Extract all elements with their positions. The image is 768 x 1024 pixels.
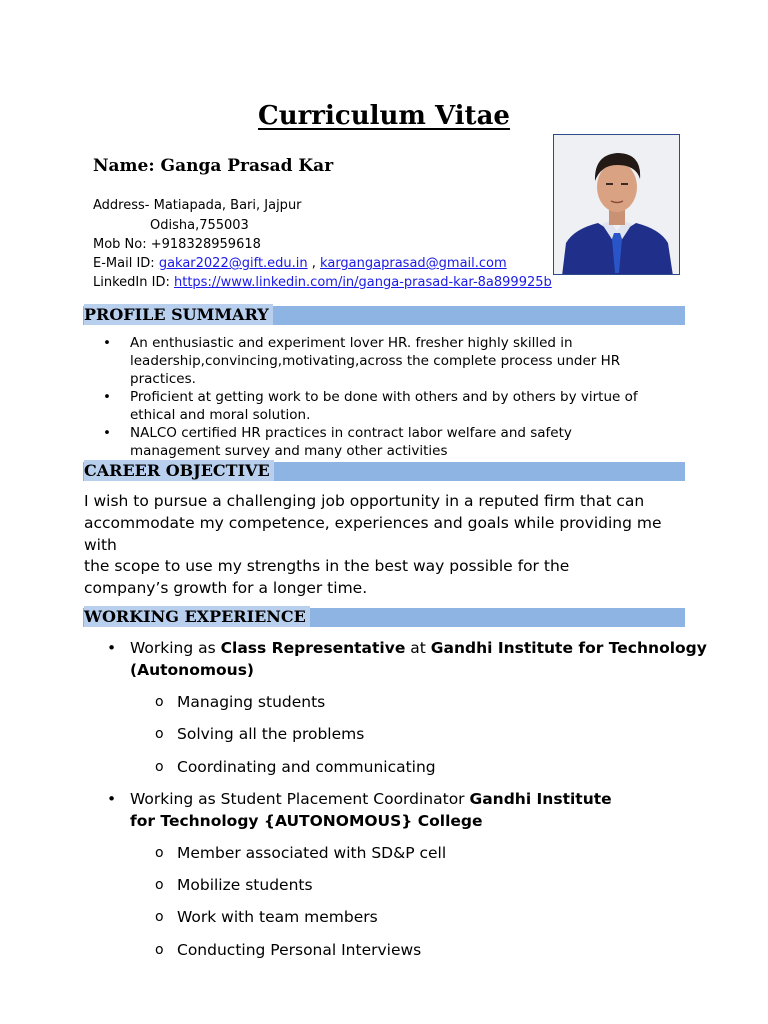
job-task-text: Solving all the problems (177, 725, 365, 743)
job-task-text: Conducting Personal Interviews (177, 941, 422, 959)
objective-line: company’s growth for a longer time. (84, 579, 368, 598)
linkedin-label: LinkedIn ID: (93, 275, 170, 290)
section-title-career-objective: CAREER OBJECTIVE (84, 460, 274, 481)
section-bar-profile-summary (83, 306, 685, 325)
job-entry-2 (107, 788, 612, 832)
job-prefix: Working as (130, 639, 221, 657)
job-task-text: Mobilize students (177, 876, 313, 894)
job-task-text: Work with team members (177, 908, 378, 926)
email-link-2[interactable]: kargangaprasad@gmail.com (320, 256, 507, 271)
email-line (93, 254, 507, 273)
job-entry-1 (107, 637, 707, 681)
job-organization: Gandhi Institute for Technology (430, 639, 707, 657)
address-value: Matiapada, Bari, Jajpur (153, 198, 302, 213)
sub-bullet-icon: o (155, 845, 164, 861)
section-title-profile-summary: PROFILE SUMMARY (84, 304, 273, 325)
profile-summary-item: • NALCO certified HR practices in contract labor welfare and safety management survey and many other activities (83, 424, 650, 460)
objective-line: I wish to pursue a challenging job opportunity in a reputed firm that can (84, 492, 645, 510)
mobile-number: Mob No: +918328959618 (93, 237, 261, 252)
address-label: Address- (93, 198, 150, 213)
email-separator: , (307, 256, 321, 271)
address-line-1 (93, 196, 302, 215)
job-role: Class Representative (220, 639, 406, 657)
candidate-name: Name: Ganga Prasad Kar (93, 156, 334, 176)
document-title: Curriculum Vitae (258, 101, 510, 131)
linkedin-link[interactable]: https://www.linkedin.com/in/ganga-prasad-kar-8a899925b (173, 275, 552, 290)
job-organization-cont: (Autonomous) (130, 661, 254, 679)
sub-bullet-icon: o (155, 694, 164, 710)
bullet-icon: • (107, 790, 117, 808)
job-task (155, 907, 378, 927)
job-task-text: Member associated with SD&P cell (177, 844, 447, 862)
job-prefix: Working as Student Placement Coordinator (130, 790, 470, 808)
section-bar-career-objective (83, 462, 685, 481)
job-task (155, 724, 365, 744)
sub-bullet-icon: o (155, 942, 164, 958)
sub-bullet-icon: o (155, 909, 164, 925)
profile-photo (553, 134, 680, 275)
sub-bullet-icon: o (155, 726, 164, 742)
job-task (155, 757, 436, 777)
job-organization: Gandhi Institute (469, 790, 612, 808)
section-title-working-experience: WORKING EXPERIENCE (84, 606, 310, 627)
job-task-text: Coordinating and communicating (177, 758, 436, 776)
email-link-1[interactable]: gakar2022@gift.edu.in (158, 256, 308, 271)
job-task (155, 843, 447, 863)
objective-line: accommodate my competence, experiences and goals while providing me with (84, 513, 662, 554)
sub-bullet-icon: o (155, 877, 164, 893)
job-task-text: Managing students (177, 693, 326, 711)
address-line-2: Odisha,755003 (150, 218, 249, 233)
job-task (155, 692, 326, 712)
job-task (155, 875, 313, 895)
bullet-icon: • (107, 639, 117, 657)
sub-bullet-icon: o (155, 759, 164, 775)
portrait-illustration (554, 135, 680, 275)
objective-line: the scope to use my strengths in the best way possible for the (84, 557, 570, 576)
job-organization-cont: for Technology {AUTONOMOUS} College (130, 812, 483, 830)
section-bar-working-experience (83, 608, 685, 627)
career-objective-text (84, 491, 684, 600)
job-task (155, 940, 422, 960)
linkedin-line (93, 273, 552, 292)
profile-summary-item: • Proficient at getting work to be done with others and by others by virtue of ethical and moral solution. (83, 388, 650, 424)
email-label: E-Mail ID: (93, 256, 155, 271)
profile-summary-item: • An enthusiastic and experiment lover HR. fresher highly skilled in leadership,convincing,motivating,across the complete process under HR practices. (83, 334, 650, 388)
profile-summary-list (83, 334, 650, 460)
job-connector: at (405, 639, 431, 657)
